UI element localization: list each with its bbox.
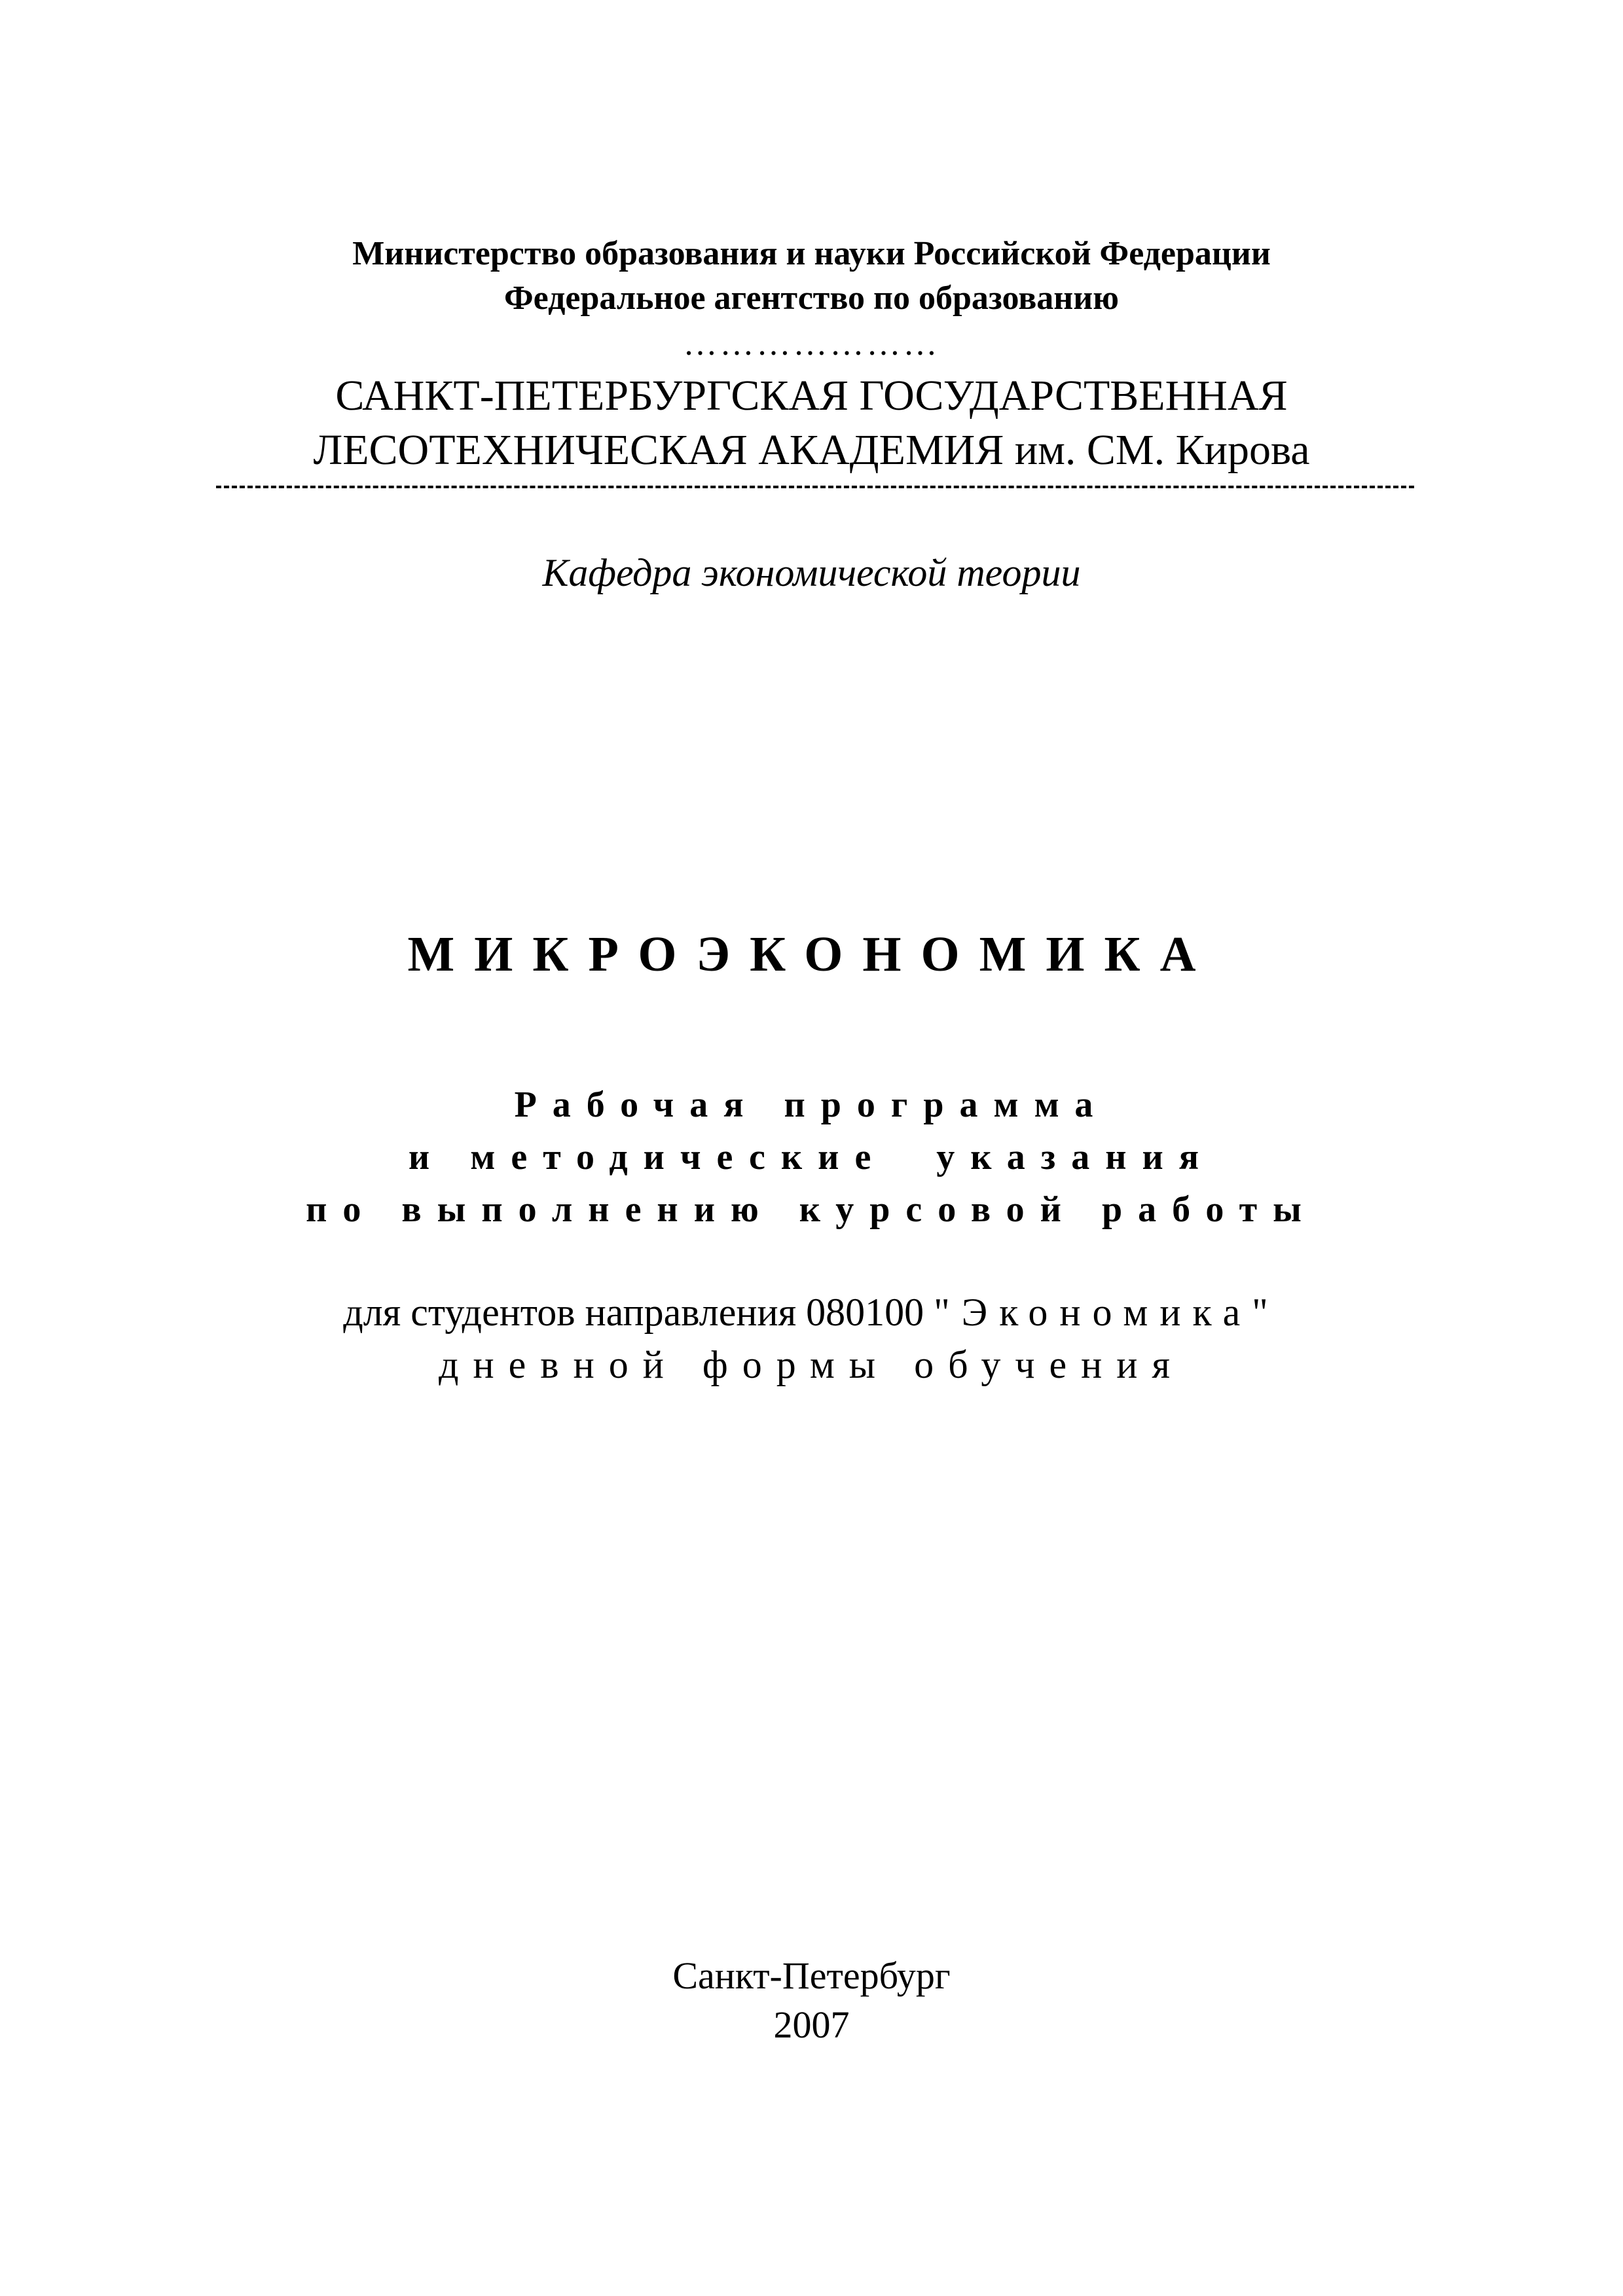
subtitle-line1: Рабочая программа xyxy=(514,1085,1109,1125)
dotted-separator: ………………… xyxy=(683,325,940,363)
publication-city: Санкт-Петербург xyxy=(672,1954,951,1997)
publication-year: 2007 xyxy=(773,2003,850,2046)
document-title: МИКРОЭКОНОМИКА xyxy=(407,927,1216,982)
department-name: Кафедра экономической теории xyxy=(542,551,1081,594)
audience-line xyxy=(0,1293,1623,1332)
audience-prefix: для студентов направления 080100 xyxy=(343,1291,934,1334)
ministry-line: Министерство образования и науки Российской Федерации xyxy=(352,235,1271,272)
academy-name-line2: ЛЕСОТЕХНИЧЕСКАЯ АКАДЕМИЯ им. СМ. Кирова xyxy=(313,426,1310,474)
specialty-name: "Экономика" xyxy=(934,1291,1280,1334)
subtitle-line3: по выполнению курсовой работы xyxy=(306,1189,1317,1230)
study-form: дневной формы обучения xyxy=(439,1343,1184,1386)
academy-name-line1: САНКТ-ПЕТЕРБУРГСКАЯ ГОСУДАРСТВЕННАЯ xyxy=(335,372,1288,420)
agency-line: Федеральное агентство по образованию xyxy=(504,279,1119,317)
dashed-divider xyxy=(216,486,1414,488)
subtitle-line2: и методические указания xyxy=(408,1137,1215,1177)
